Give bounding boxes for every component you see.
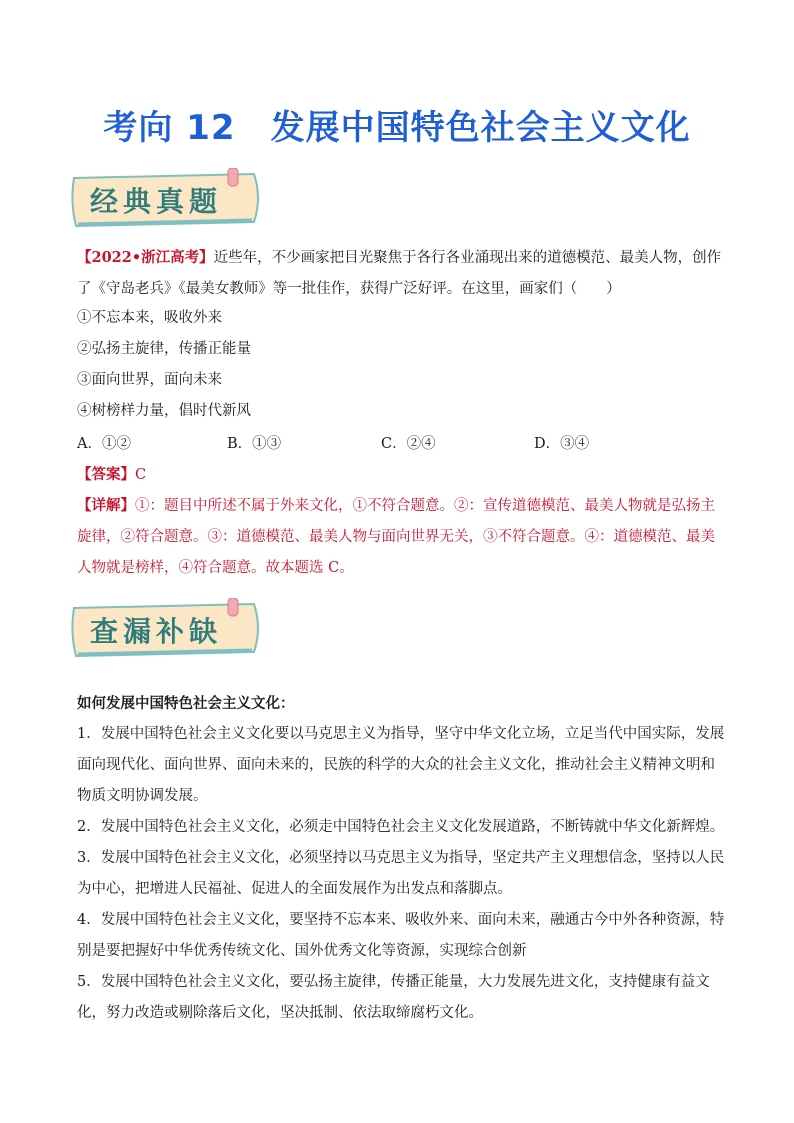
option-a: A．①②	[77, 436, 131, 452]
option-d: D．③④	[534, 436, 590, 452]
answer-label: 【答案】	[77, 466, 135, 483]
list-item: ①不忘本来，吸收外来	[77, 310, 222, 326]
detail-text: ①：题目中所述不属于外来文化，①不符合题意。②：宣传道德模范、最美人物就是弘扬主旋律，②符合题意。③：道德模范、最美人物与面向世界无关，③不符合题意。④：道德模范、最美人物就是榜样，④符合题意。故本题选 C。	[77, 498, 715, 576]
list-item: 1．发展中国特色社会主义文化要以马克思主义为指导，坚守中华文化立场，立足当代中国实际，发展面向现代化、面向世界、面向未来的，民族的科学的大众的社会主义文化，推动社会主义精神文明和物质文明协调发展。	[77, 726, 725, 804]
section-banner-classic	[68, 168, 268, 230]
option-c: C．②④	[381, 436, 436, 452]
list-item: ④树榜样力量，倡时代新风	[77, 403, 251, 419]
section-heading: 如何发展中国特色社会主义文化：	[77, 695, 295, 712]
page-title: 考向 12 发展中国特色社会主义文化	[103, 108, 691, 148]
answer-line	[77, 459, 727, 491]
list-item: 4．发展中国特色社会主义文化，要坚持不忘本来、吸收外来、面向未来，融通古今中外各种资源，特别是要把握好中华优秀传统文化、国外优秀文化等资源，实现综合创新	[77, 912, 725, 959]
banner-label: 经典真题	[90, 185, 223, 218]
section-banner-supplement	[68, 598, 268, 660]
list-item: 5．发展中国特色社会主义文化，要弘扬主旋律，传播正能量，大力发展先进文化，支持健康有益文化，努力改造或剔除落后文化，坚决抵制、依法取缔腐朽文化。	[77, 974, 710, 1021]
question-text: 近些年，不少画家把目光聚焦于各行各业涌现出来的道德模范、最美人物，创作了《守岛老兵》《最美女教师》等一批佳作，获得广泛好评。在这里，画家们（ ）	[77, 250, 722, 297]
list-item: ②弘扬主旋律，传播正能量	[77, 341, 251, 357]
question-stem	[77, 242, 727, 305]
question-source: 【2022•浙江高考】	[77, 249, 214, 266]
detail-label: 【详解】	[77, 497, 135, 514]
list-item: 3．发展中国特色社会主义文化，必须坚持以马克思主义为指导，坚定共产主义理想信念，坚持以人民为中心，把增进人民福祉、促进人的全面发展作为出发点和落脚点。	[77, 850, 725, 897]
answer-value: C	[135, 467, 147, 483]
option-b: B．①③	[227, 436, 282, 452]
banner-label: 查漏补缺	[90, 615, 223, 648]
list-item: 2．发展中国特色社会主义文化，必须走中国特色社会主义文化发展道路，不断铸就中华文化新辉煌。	[77, 819, 725, 835]
answer-options	[77, 432, 727, 460]
list-item: ③面向世界，面向未来	[77, 372, 222, 388]
detail-paragraph	[77, 490, 727, 584]
